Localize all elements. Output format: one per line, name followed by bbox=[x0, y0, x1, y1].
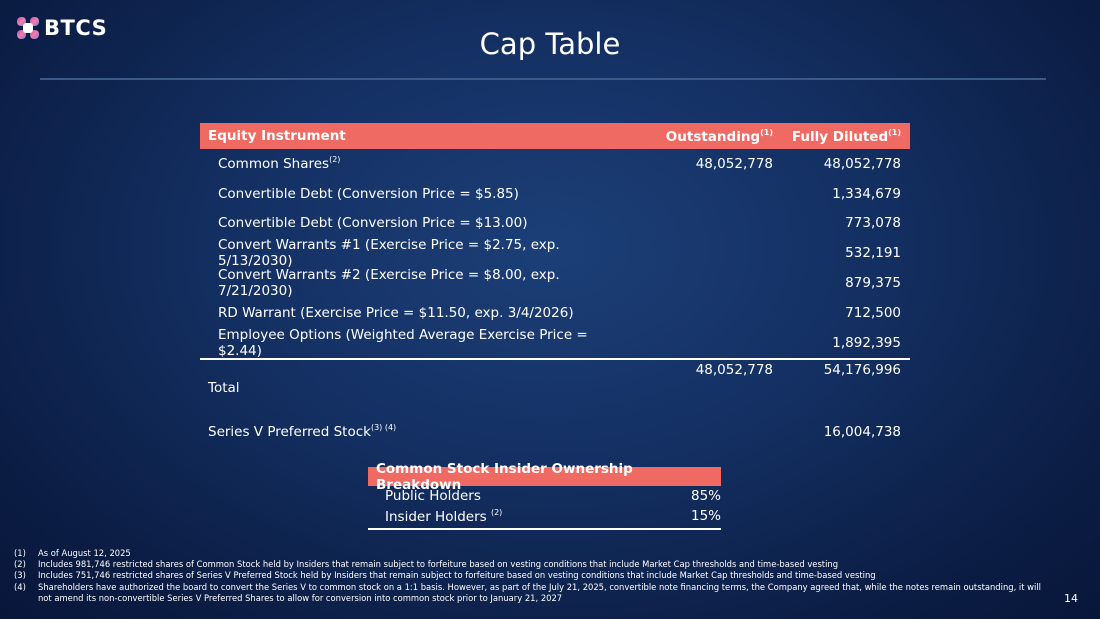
table-row bbox=[200, 268, 910, 298]
footnote-ref: (2) bbox=[490, 507, 503, 517]
fully-diluted-cell: 712,500 bbox=[845, 304, 901, 321]
holder-label bbox=[368, 488, 691, 504]
total-label: Total bbox=[208, 379, 240, 396]
page-number: 14 bbox=[1064, 592, 1078, 605]
holder-percent: 15% bbox=[690, 508, 721, 524]
series-v-row bbox=[200, 420, 910, 444]
header-fully-diluted: Fully Diluted$^{(1)}$ bbox=[791, 127, 901, 145]
total-outstanding: 48,052,778 bbox=[695, 361, 773, 378]
cap-table bbox=[200, 123, 910, 444]
holder-name: Insider Holders bbox=[385, 508, 487, 525]
table-row bbox=[200, 328, 910, 358]
insider-table-body bbox=[368, 486, 721, 526]
cap-table-header bbox=[200, 123, 910, 149]
brand-name: BTCS bbox=[44, 16, 108, 40]
footnote bbox=[14, 582, 1054, 604]
insider-table-header: Common Stock Insider Ownership Breakdown bbox=[368, 467, 721, 486]
header-outstanding: Outstanding$^{(1)}$ bbox=[665, 127, 773, 145]
instrument-label: RD Warrant (Exercise Price = $11.50, exp. 3/4/2026) bbox=[218, 304, 574, 321]
table-row bbox=[200, 209, 910, 239]
fully-diluted-cell: 773,078 bbox=[845, 215, 901, 232]
footnotes bbox=[14, 548, 1054, 604]
cap-table-body bbox=[200, 149, 910, 358]
fully-diluted-cell: 879,375 bbox=[845, 275, 901, 292]
instrument-cell bbox=[200, 327, 613, 359]
table-row bbox=[200, 149, 910, 179]
series-v-label: Series V Preferred Stock$^{(3) (4)}$ bbox=[208, 423, 397, 441]
list-item bbox=[368, 486, 721, 506]
instrument-label: Convertible Debt (Conversion Price = $5.85) bbox=[218, 185, 519, 202]
holder-name: Public Holders bbox=[385, 488, 481, 504]
instrument-label: Employee Options (Weighted Average Exercise Price = $2.44) bbox=[218, 326, 588, 359]
fully-diluted-cell: 1,892,395 bbox=[832, 334, 901, 351]
insider-ownership-table bbox=[368, 460, 721, 530]
header-equity-instrument: Equity Instrument bbox=[208, 128, 346, 144]
footnote bbox=[14, 548, 1054, 559]
holder-label bbox=[368, 508, 691, 525]
fully-diluted-cell: 1,334,679 bbox=[832, 185, 901, 202]
footnote-number: (2) bbox=[14, 559, 26, 570]
table-row bbox=[200, 298, 910, 328]
instrument-label: Convert Warrants #1 (Exercise Price = $2.75, exp. 5/13/2030) bbox=[218, 237, 560, 270]
total-fully-diluted: 54,176,996 bbox=[823, 361, 901, 378]
instrument-label: Convert Warrants #2 (Exercise Price = $8.00, exp. 7/21/2030) bbox=[218, 267, 560, 300]
instrument-cell bbox=[200, 155, 613, 172]
list-item bbox=[368, 506, 721, 526]
instrument-label: Convertible Debt (Conversion Price = $13.00) bbox=[218, 215, 528, 232]
footnote-text: Includes 751,746 restricted shares of Series V Preferred Stock held by Insiders that remain subject to forfeiture based on vesting conditions that include Market Cap thresholds and time-based vesting bbox=[38, 570, 876, 581]
instrument-cell bbox=[200, 186, 613, 202]
footnote bbox=[14, 559, 1054, 570]
footnote bbox=[14, 570, 1054, 581]
total-row bbox=[200, 360, 910, 398]
footnote-number: (4) bbox=[14, 581, 26, 592]
instrument-cell bbox=[200, 237, 613, 269]
footnote-ref: (2) bbox=[329, 155, 341, 165]
instrument-cell bbox=[200, 267, 613, 299]
outstanding-cell: 48,052,778 bbox=[695, 155, 773, 172]
page-title: Cap Table bbox=[479, 27, 621, 61]
insider-table-divider bbox=[368, 528, 721, 530]
fully-diluted-cell: 48,052,778 bbox=[823, 155, 901, 172]
series-v-fully-diluted: 16,004,738 bbox=[823, 423, 901, 440]
table-row bbox=[200, 179, 910, 209]
fully-diluted-cell: 532,191 bbox=[845, 245, 901, 262]
instrument-label: Common Shares bbox=[218, 156, 330, 173]
table-row bbox=[200, 238, 910, 268]
footnote-number: (3) bbox=[14, 570, 26, 581]
instrument-cell bbox=[200, 305, 613, 321]
title-divider bbox=[40, 78, 1046, 80]
footnote-text: Includes 981,746 restricted shares of Common Stock held by Insiders that remain subject to forfeiture based on vesting conditions that include Market Cap thresholds and time-based vesting bbox=[38, 559, 839, 570]
holder-percent: 85% bbox=[690, 488, 721, 504]
footnote-number: (1) bbox=[14, 548, 26, 558]
footnote-text: As of August 12, 2025 bbox=[38, 548, 131, 558]
instrument-cell bbox=[200, 215, 613, 231]
footnote-text: Shareholders have authorized the board to convert the Series V to common stock on a 1:1 basis. However, as part of the July 21, 2025, convertible note financing terms, the Company agreed that, while the notes remain outstanding, it will not amend its non-convertible Series V Preferred Shares to allow for conversion into common stock prior to January 21, 2027 bbox=[38, 581, 1041, 603]
